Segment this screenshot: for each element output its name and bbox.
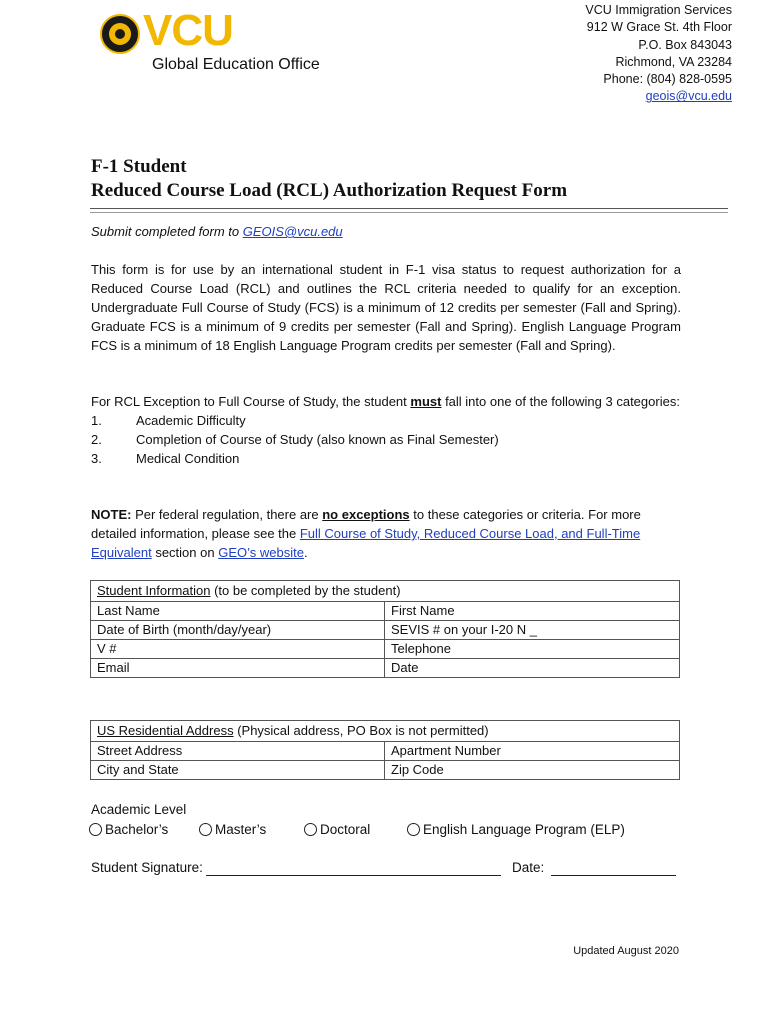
categories-intro-text: For RCL Exception to Full Course of Study, the student bbox=[91, 394, 411, 409]
table-row bbox=[91, 621, 680, 640]
radio-doctoral[interactable] bbox=[304, 822, 370, 837]
title-divider bbox=[90, 208, 728, 209]
must-emphasis: must bbox=[410, 394, 442, 409]
categories-intro bbox=[91, 392, 681, 411]
table-row bbox=[91, 761, 680, 780]
table-row bbox=[91, 742, 680, 761]
list-item bbox=[91, 449, 681, 468]
note-text: to these categories or criteria. For more detailed information, please see the bbox=[91, 507, 641, 541]
categories-section bbox=[91, 392, 681, 468]
list-text: Medical Condition bbox=[136, 451, 240, 466]
radio-label: Doctoral bbox=[320, 822, 371, 837]
vcu-logo-wordmark: VCU bbox=[143, 6, 233, 55]
address-line: Richmond, VA 23284 bbox=[615, 54, 732, 69]
radio-label: Master’s bbox=[215, 822, 267, 837]
residential-address-table bbox=[90, 720, 680, 780]
note-text: . bbox=[303, 545, 308, 560]
title-divider-thin bbox=[90, 212, 728, 213]
signature-label: Student Signature: bbox=[91, 860, 203, 875]
table-row bbox=[91, 640, 680, 659]
submit-instruction bbox=[91, 222, 681, 241]
last-name-field[interactable]: Last Name bbox=[91, 602, 385, 621]
radio-masters[interactable] bbox=[199, 822, 266, 837]
categories-intro-tail: fall into one of the following 3 categories: bbox=[441, 394, 680, 409]
telephone-field[interactable]: Telephone bbox=[385, 640, 680, 659]
radio-circle-icon[interactable] bbox=[199, 823, 212, 836]
signature-date-line[interactable] bbox=[551, 875, 676, 876]
radio-label: Bachelor’s bbox=[105, 822, 169, 837]
note-label: NOTE: bbox=[91, 507, 132, 522]
v-number-field[interactable]: V # bbox=[91, 640, 385, 659]
first-name-field[interactable]: First Name bbox=[385, 602, 680, 621]
list-item bbox=[91, 411, 681, 430]
list-item bbox=[91, 430, 681, 449]
form-title-line1: F-1 Student bbox=[91, 156, 187, 177]
date-field[interactable]: Date bbox=[385, 659, 680, 678]
sevis-field[interactable]: SEVIS # on your I-20 N _ bbox=[385, 621, 680, 640]
radio-elp[interactable] bbox=[407, 822, 625, 837]
zip-code-field[interactable]: Zip Code bbox=[385, 761, 680, 780]
section-heading: Student Information bbox=[97, 583, 211, 598]
logo-subtitle: Global Education Office bbox=[152, 56, 320, 73]
note-text: section on bbox=[151, 545, 219, 560]
fcs-policy-link[interactable]: Full Course of Study, Reduced Course Load, and Full-Time Equivalent bbox=[91, 526, 641, 560]
academic-level-label: Academic Level bbox=[91, 802, 187, 817]
section-heading-note: (Physical address, PO Box is not permitted) bbox=[233, 723, 489, 738]
list-text: Completion of Course of Study (also known as Final Semester) bbox=[136, 432, 499, 447]
list-number: 2. bbox=[91, 432, 102, 447]
radio-circle-icon[interactable] bbox=[304, 823, 317, 836]
city-state-field[interactable]: City and State bbox=[91, 761, 385, 780]
office-address bbox=[585, 2, 732, 106]
list-text: Academic Difficulty bbox=[136, 413, 246, 428]
address-line: Phone: (804) 828-0595 bbox=[603, 72, 732, 87]
radio-circle-icon[interactable] bbox=[407, 823, 420, 836]
table-row bbox=[91, 602, 680, 621]
address-line: P.O. Box 843043 bbox=[638, 37, 732, 52]
signature-line[interactable] bbox=[206, 875, 501, 876]
radio-label: English Language Program (ELP) bbox=[423, 822, 625, 837]
email-field[interactable]: Email bbox=[91, 659, 385, 678]
list-number: 1. bbox=[91, 413, 102, 428]
submit-email-link[interactable]: GEOIS@vcu.edu bbox=[242, 224, 343, 239]
section-heading: US Residential Address bbox=[97, 723, 234, 738]
submit-prefix: Submit completed form to bbox=[91, 224, 243, 239]
vcu-seal-logo bbox=[100, 14, 140, 54]
address-heading bbox=[91, 721, 680, 742]
signature-date-label: Date: bbox=[512, 860, 545, 875]
street-address-field[interactable]: Street Address bbox=[91, 742, 385, 761]
updated-date: Updated August 2020 bbox=[573, 945, 679, 957]
address-line: VCU Immigration Services bbox=[585, 3, 732, 17]
intro-paragraph: This form is for use by an international student in F-1 visa status to request authorization for a Reduced Course Load (RCL) and outlines the RCL criteria needed to qualify for an exception. Undergraduate Full Course of Study (FCS) is a minimum of 12 credits per semester (Fall and Spring). Graduate FCS is a minimum of 9 credits per semester (Fall and Spring). English Language Program FCS is a minimum of 18 English Language Program credits per semester (Fall and Spring). bbox=[91, 262, 681, 353]
no-exceptions-emphasis: no exceptions bbox=[322, 507, 410, 522]
table-row bbox=[91, 659, 680, 678]
list-number: 3. bbox=[91, 451, 102, 466]
note-paragraph bbox=[91, 505, 681, 562]
section-heading-note: (to be completed by the student) bbox=[210, 583, 401, 598]
student-information-table bbox=[90, 580, 680, 678]
apartment-number-field[interactable]: Apartment Number bbox=[385, 742, 680, 761]
office-email-link[interactable]: geois@vcu.edu bbox=[645, 89, 732, 104]
radio-circle-icon[interactable] bbox=[89, 823, 102, 836]
form-title-line2: Reduced Course Load (RCL) Authorization Request Form bbox=[91, 180, 568, 201]
dob-field[interactable]: Date of Birth (month/day/year) bbox=[91, 621, 385, 640]
radio-bachelors[interactable] bbox=[89, 822, 168, 837]
geo-website-link[interactable]: GEO’s website bbox=[218, 545, 304, 560]
address-line: 912 W Grace St. 4th Floor bbox=[586, 20, 732, 35]
student-info-heading bbox=[91, 581, 680, 602]
note-text: Per federal regulation, there are bbox=[131, 507, 323, 522]
